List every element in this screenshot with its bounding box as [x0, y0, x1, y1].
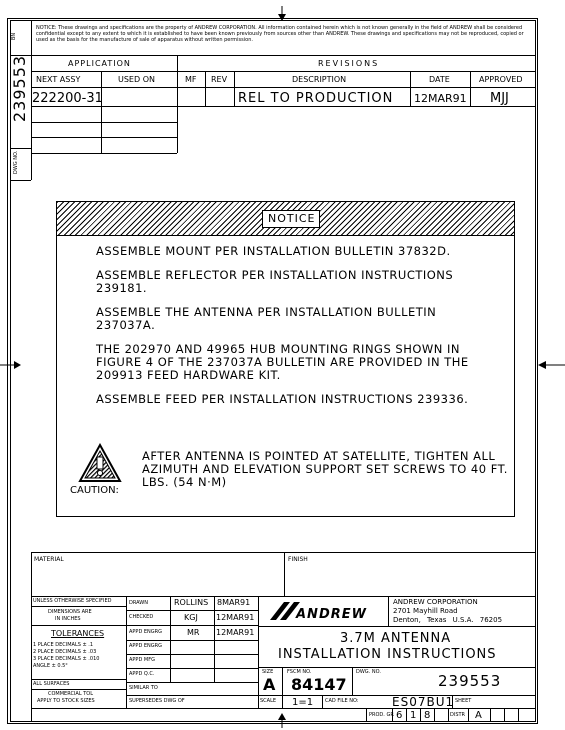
caution-label: CAUTION:	[70, 485, 119, 496]
rev-header-rev: REV	[211, 75, 228, 84]
material-label: MATERIAL	[34, 556, 64, 563]
similar-to-label: SIMILAR TO	[129, 685, 158, 691]
rev-date-value: 12MAR91	[414, 92, 467, 105]
app-header-used-on: USED ON	[118, 75, 155, 84]
supersedes-label: SUPERSEDES DWG OF	[129, 698, 185, 704]
size-value: A	[263, 675, 276, 694]
approval-label-engrg-2: APPD ENGRG	[129, 643, 163, 649]
dwg-no-label: DWG NO.	[13, 150, 19, 174]
size-label: SIZE	[262, 669, 274, 675]
rev-header-description: DESCRIPTION	[292, 75, 347, 84]
instruction-5: ASSEMBLE FEED PER INSTALLATION INSTRUCTIONS 239336.	[96, 392, 469, 406]
approval-name-drawn: ROLLINS	[174, 598, 209, 607]
scale-label: SCALE	[260, 698, 277, 704]
approval-label-checked: CHECKED	[129, 614, 154, 620]
revisions-title: REVISIONS	[318, 59, 380, 68]
finish-label: FINISH	[288, 556, 308, 563]
instruction-3: ASSEMBLE THE ANTENNA PER INSTALLATION BULLETIN 237037A.	[96, 305, 437, 332]
top-center-arrow	[277, 6, 287, 22]
unless-specified: UNLESS OTHERWISE SPECIFIED	[33, 598, 112, 604]
caution-text: AFTER ANTENNA IS POINTED AT SATELLITE, TIGHTEN ALL AZIMUTH AND ELEVATION SUPPORT SET SCREWS TO 40 FT. LBS. (54 N·M)	[142, 449, 508, 489]
rev-description-value: REL TO PRODUCTION	[238, 91, 394, 106]
dims-are: DIMENSIONS ARE	[48, 609, 92, 615]
app-next-assy-value: 222200-31	[32, 91, 103, 106]
caution-warning-icon	[78, 443, 122, 483]
approval-label-mfg: APPD MFG	[129, 657, 155, 663]
bn-label: BN	[11, 32, 17, 40]
approval-label-qc: APPD Q.C.	[129, 671, 155, 677]
rev-header-approved: APPROVED	[479, 75, 523, 84]
proprietary-notice: NOTICE: These drawings and specifications are the property of ANDREW CORPORATION. All information contained herein which is not known generally in the field of ANDREW shall be considered confidential except to any extent to which it is established to have been known previously from sources other than ANDREW. These drawings and specifications may not be reproduced, copied or used as the basis for the manufacture of sale of apparatus without written permission.	[36, 25, 524, 43]
title-line-1: 3.7M ANTENNA	[340, 631, 452, 646]
instruction-2: ASSEMBLE REFLECTOR PER INSTALLATION INSTRUCTIONS 239181.	[96, 268, 454, 295]
side-drawing-number: 239553	[10, 54, 29, 122]
company-address-2: Denton, Texas U.S.A. 76205	[393, 616, 503, 624]
left-center-arrow	[0, 360, 22, 370]
approval-date-checked: 12MAR91	[216, 613, 255, 622]
tolerances-title: TOLERANCES	[51, 629, 105, 638]
cad-file-value: ES07BU1	[392, 695, 455, 709]
dwg-no-title-label: DWG. NO.	[356, 669, 381, 675]
cad-file-label: CAD FILE NO:	[325, 698, 359, 704]
distr-value: A	[475, 710, 482, 721]
approval-date-drawn: 8MAR91	[217, 598, 251, 607]
instruction-1: ASSEMBLE MOUNT PER INSTALLATION BULLETIN 37832D.	[96, 244, 451, 258]
rev-header-date: DATE	[429, 75, 450, 84]
tol-line-4: ANGLE ± 0.5°	[33, 663, 68, 669]
prod-group-label: PROD. GR	[369, 712, 394, 718]
company-address-1: 2701 Mayhill Road	[393, 607, 458, 615]
approval-label-drawn: DRAWN	[129, 600, 148, 606]
company-name: ANDREW CORPORATION	[393, 598, 478, 606]
dwg-no-title-value: 239553	[438, 672, 502, 690]
bottom-center-arrow	[277, 712, 287, 728]
right-center-arrow	[535, 360, 565, 370]
instruction-4: THE 202970 AND 49965 HUB MOUNTING RINGS SHOWN IN FIGURE 4 OF THE 237037A BULLETIN ARE PROVIDED IN THE 209913 FEED HARDWARE KIT.	[96, 342, 469, 382]
notice-instructions	[96, 245, 496, 406]
approval-date-engrg-1: 12MAR91	[216, 628, 255, 637]
notice-title: NOTICE	[268, 212, 316, 225]
sheet-label: SHEET	[455, 698, 472, 704]
logo-wordmark: ANDREW	[296, 607, 367, 622]
commercial-tol: COMMERCIAL TOL	[48, 691, 93, 697]
app-header-next-assy: NEXT ASSY	[36, 75, 81, 84]
rev-approved-value: MJJ	[490, 91, 509, 106]
in-inches: IN INCHES	[55, 616, 81, 622]
prod-group-digit-1: 6	[396, 710, 403, 721]
approval-name-engrg-1: MR	[187, 628, 200, 637]
fscm-value: 84147	[291, 675, 347, 694]
title-line-2: INSTALLATION INSTRUCTIONS	[278, 647, 497, 662]
distr-label: DISTR	[450, 712, 466, 718]
company-logo	[268, 599, 380, 625]
all-surfaces: ALL SURFACES	[33, 681, 70, 687]
approval-name-checked: KGJ	[184, 613, 198, 622]
apply-stock-sizes: APPLY TO STOCK SIZES	[37, 698, 95, 704]
prod-group-digit-3: 8	[424, 710, 431, 721]
approval-label-engrg-1: APPD ENGRG	[129, 629, 163, 635]
prod-group-digit-2: 1	[410, 710, 417, 721]
tol-line-3: 3 PLACE DECIMALS ± .010	[33, 656, 100, 662]
rev-header-mf: MF	[185, 75, 197, 84]
fscm-label: FSCM NO.	[287, 669, 312, 675]
application-title: APPLICATION	[68, 59, 131, 68]
scale-value: 1=1	[292, 697, 314, 708]
tol-line-2: 2 PLACE DECIMALS ± .03	[33, 649, 97, 655]
tol-line-1: 1 PLACE DECIMALS ± .1	[33, 642, 94, 648]
